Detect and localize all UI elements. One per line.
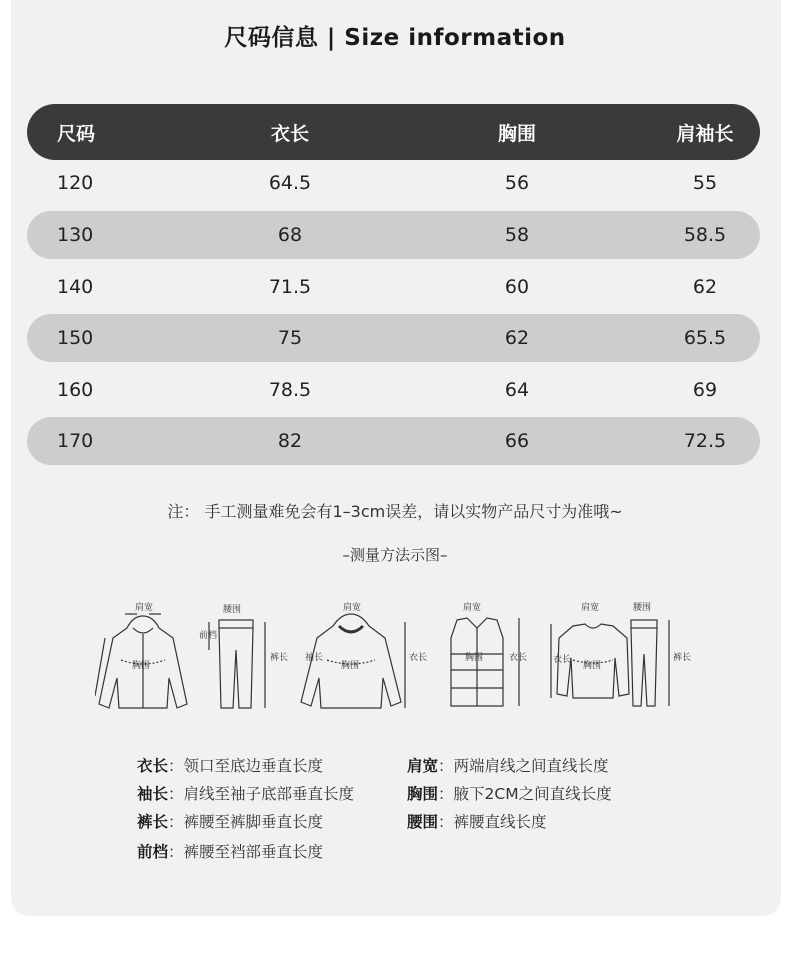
shoulder-label-4: 肩宽: [581, 603, 600, 613]
legend-item: 肩宽：两端肩线之间直线长度: [407, 757, 609, 775]
cell-chest: 58: [504, 224, 530, 246]
cell-sleeve: 62: [692, 276, 718, 298]
legend-term: 裤长: [137, 813, 169, 831]
legend-desc: 裤腰至裤脚垂直长度: [183, 813, 324, 831]
measurement-note: 注： 手工测量难免会有1–3cm误差，请以实物产品尺寸为准哦~: [167, 502, 623, 521]
cell-size: 170: [57, 430, 94, 452]
length-label-2: 衣长: [409, 653, 428, 663]
header-size: 尺码: [57, 122, 96, 145]
diagram-title: –测量方法示图–: [342, 546, 448, 564]
legend-desc: 裤腰至裆部垂直长度: [183, 843, 324, 861]
table-row: [27, 366, 760, 414]
cell-chest: 56: [504, 172, 530, 194]
length-label-4: 衣长: [553, 655, 572, 665]
legend-item: 腰围：裤腰直线长度: [407, 813, 547, 831]
legend-term: 腰围: [407, 813, 439, 831]
cell-sleeve: 69: [692, 379, 718, 401]
legend-desc: 两端肩线之间直线长度: [453, 757, 609, 775]
cell-sleeve: 55: [692, 172, 718, 194]
cell-length: 64.5: [268, 172, 312, 194]
legend-item: 胸围：腋下2CM之间直线长度: [407, 785, 612, 803]
table-row: [27, 263, 760, 311]
table-row: [27, 159, 760, 207]
legend-item: 袖长：肩线至袖子底部垂直长度: [137, 785, 355, 803]
length-label-3: 衣长: [509, 653, 528, 663]
cell-sleeve: 58.5: [683, 224, 727, 246]
table-row: [27, 211, 760, 259]
header-length: 衣长: [270, 122, 309, 145]
shoulder-label-2: 肩宽: [343, 603, 362, 613]
legend-desc: 腋下2CM之间直线长度: [453, 785, 612, 803]
cell-length: 78.5: [268, 379, 312, 401]
cell-length: 71.5: [268, 276, 312, 298]
chest-label-4: 胸围: [583, 661, 602, 671]
page-title: 尺码信息 | Size information: [224, 25, 566, 51]
hoodie-icon: [95, 601, 187, 708]
legend-item: 裤长：裤腰至裤脚垂直长度: [137, 813, 324, 831]
cell-size: 130: [57, 224, 94, 246]
pants-icon: [199, 604, 288, 708]
sleeve-label-2: 袖长: [305, 653, 324, 663]
chest-label-2: 胸围: [341, 661, 360, 671]
shoulder-label: 肩宽: [135, 603, 154, 613]
legend-term: 衣长: [137, 757, 169, 775]
legend-desc: 领口至底边垂直长度: [183, 757, 324, 775]
legend-term: 胸围: [407, 785, 439, 803]
cell-size: 140: [57, 276, 94, 298]
size-table-header: [27, 104, 760, 160]
sweater-set-icon: [551, 601, 691, 706]
cell-size: 120: [57, 172, 94, 194]
cell-length: 75: [277, 327, 303, 349]
measurement-illustrations: [95, 598, 695, 722]
legend-desc: 裤腰直线长度: [453, 813, 547, 831]
rise-label: 前档: [199, 631, 218, 641]
cell-chest: 62: [504, 327, 530, 349]
pants-length-label: 裤长: [270, 653, 289, 663]
table-row: [27, 417, 760, 465]
cell-size: 150: [57, 327, 94, 349]
legend-term: 袖长: [137, 785, 169, 803]
header-chest: 胸围: [497, 122, 536, 145]
cell-chest: 60: [504, 276, 530, 298]
header-sleeve: 肩袖长: [676, 122, 734, 145]
legend-item: 衣长：领口至底边垂直长度: [137, 757, 324, 775]
cell-length: 82: [277, 430, 303, 452]
pants-length-label-2: 裤长: [673, 653, 692, 663]
cell-chest: 66: [504, 430, 530, 452]
cell-sleeve: 72.5: [683, 430, 727, 452]
legend-item: 前档：裤腰至裆部垂直长度: [137, 843, 324, 861]
hoodie-sweater-icon: [301, 601, 427, 708]
vest-icon: [451, 601, 527, 706]
legend-term: 肩宽: [407, 757, 439, 775]
cell-sleeve: 65.5: [683, 327, 727, 349]
cell-size: 160: [57, 379, 94, 401]
legend-term: 前档: [137, 843, 169, 861]
cell-length: 68: [277, 224, 303, 246]
table-row: [27, 314, 760, 362]
waist-label-2: 腰围: [633, 603, 652, 613]
waist-label: 腰围: [223, 605, 242, 615]
chest-label: 胸围: [132, 661, 151, 671]
shoulder-label-3: 肩宽: [463, 603, 482, 613]
chest-label-3: 胸围: [465, 653, 484, 663]
legend-desc: 肩线至袖子底部垂直长度: [183, 785, 355, 803]
cell-chest: 64: [504, 379, 530, 401]
